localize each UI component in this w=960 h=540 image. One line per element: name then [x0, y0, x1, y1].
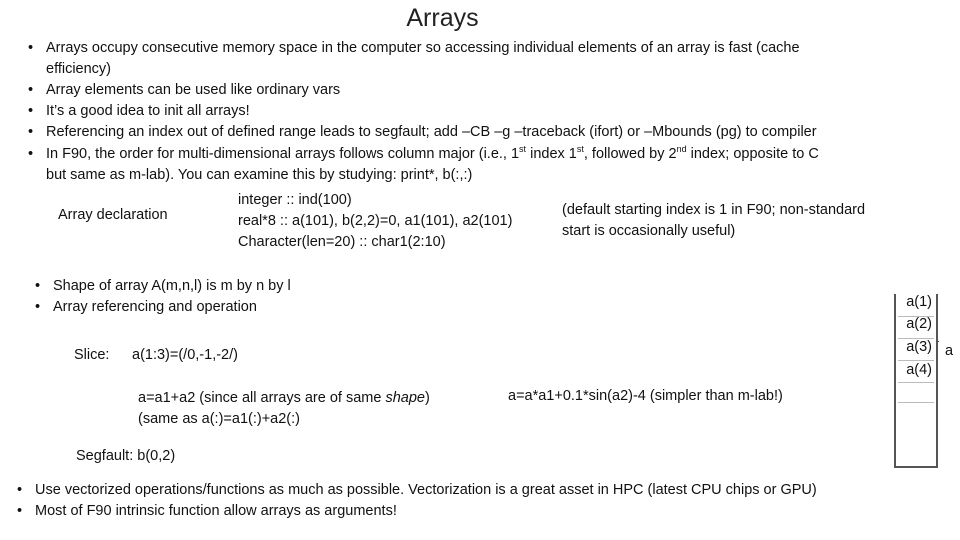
declaration-code: [238, 190, 512, 253]
bullet-ordinary-vars: • Array elements can be used like ordinary vars: [46, 80, 340, 101]
bullet-referencing: • Array referencing and operation: [53, 297, 257, 318]
bullet-memory: • Arrays occupy consecutive memory space in the computer so accessing individual elements of an array is fast (cache efficiency): [28, 40, 800, 77]
segfault-example: Segfault: b(0,2): [76, 448, 176, 464]
bullet-dot-icon: •: [28, 146, 34, 162]
memory-cell-label: a(4): [906, 362, 932, 378]
bullet-dot-icon: •: [28, 103, 34, 119]
bullet-segfault-flags: • Referencing an index out of defined range leads to segfault; add –CB –g –traceback (ifort) or –Mbounds (pg) to compiler: [46, 122, 817, 143]
bullet-dot-icon: •: [28, 124, 34, 140]
slice-label: Slice:: [74, 347, 110, 363]
bullet-dot-icon: •: [35, 299, 41, 315]
memory-cell-label: a(1): [906, 294, 932, 310]
declaration-note: (default starting index is 1 in F90; non-standard start is occasionally useful): [562, 202, 866, 239]
memory-cell-divider: [898, 402, 934, 403]
bullet-dot-icon: •: [28, 82, 34, 98]
bullet-dot-icon: •: [35, 278, 41, 294]
slice-code: a(1:3)=(/0,-1,-2/): [132, 347, 238, 363]
bullet-vectorize: • Use vectorized operations/functions as much as possible. Vectorization is a great asset in HPC (latest CPU chips or GPU): [35, 480, 817, 501]
memory-cell-divider: [898, 360, 934, 361]
array-operation: a=a1+a2 (since all arrays are of same shape) (same as a(:)=a1(:)+a2(:): [138, 390, 430, 427]
bullet-dot-icon: •: [28, 40, 34, 56]
memory-cell-divider: [898, 382, 934, 383]
bullet-dot-icon: •: [17, 482, 23, 498]
bullet-intrinsic: • Most of F90 intrinsic function allow arrays as arguments!: [35, 501, 397, 522]
bullet-shape: • Shape of array A(m,n,l) is m by n by l: [53, 276, 291, 297]
vector-operation: a=a*a1+0.1*sin(a2)-4 (simpler than m-lab!): [508, 388, 783, 404]
slide-title: Arrays: [406, 4, 479, 32]
bullet-column-major: • In F90, the order for multi-dimensional arrays follows column major (i.e., 1st index 1st, followed by 2nd index; opposite to C but same as m-lab). You can examine this by studying: print*, b(:,:): [28, 144, 819, 183]
memory-array-name: a: [945, 343, 954, 359]
bullet-dot-icon: •: [17, 503, 23, 519]
bullet-init: • It’s a good idea to init all arrays!: [46, 101, 250, 122]
declaration-line: real*8 :: a(101), b(2,2)=0, a1(101), a2(101): [238, 213, 513, 229]
memory-cell-label: a(2): [906, 316, 932, 332]
array-pointer-line: [936, 341, 939, 343]
declaration-line: integer :: ind(100): [238, 192, 352, 208]
declaration-line: Character(len=20) :: char1(2:10): [238, 234, 446, 250]
memory-cell-label: a(3): [906, 339, 932, 355]
memory-diagram: [894, 294, 938, 468]
declaration-label: Array declaration: [58, 207, 168, 223]
